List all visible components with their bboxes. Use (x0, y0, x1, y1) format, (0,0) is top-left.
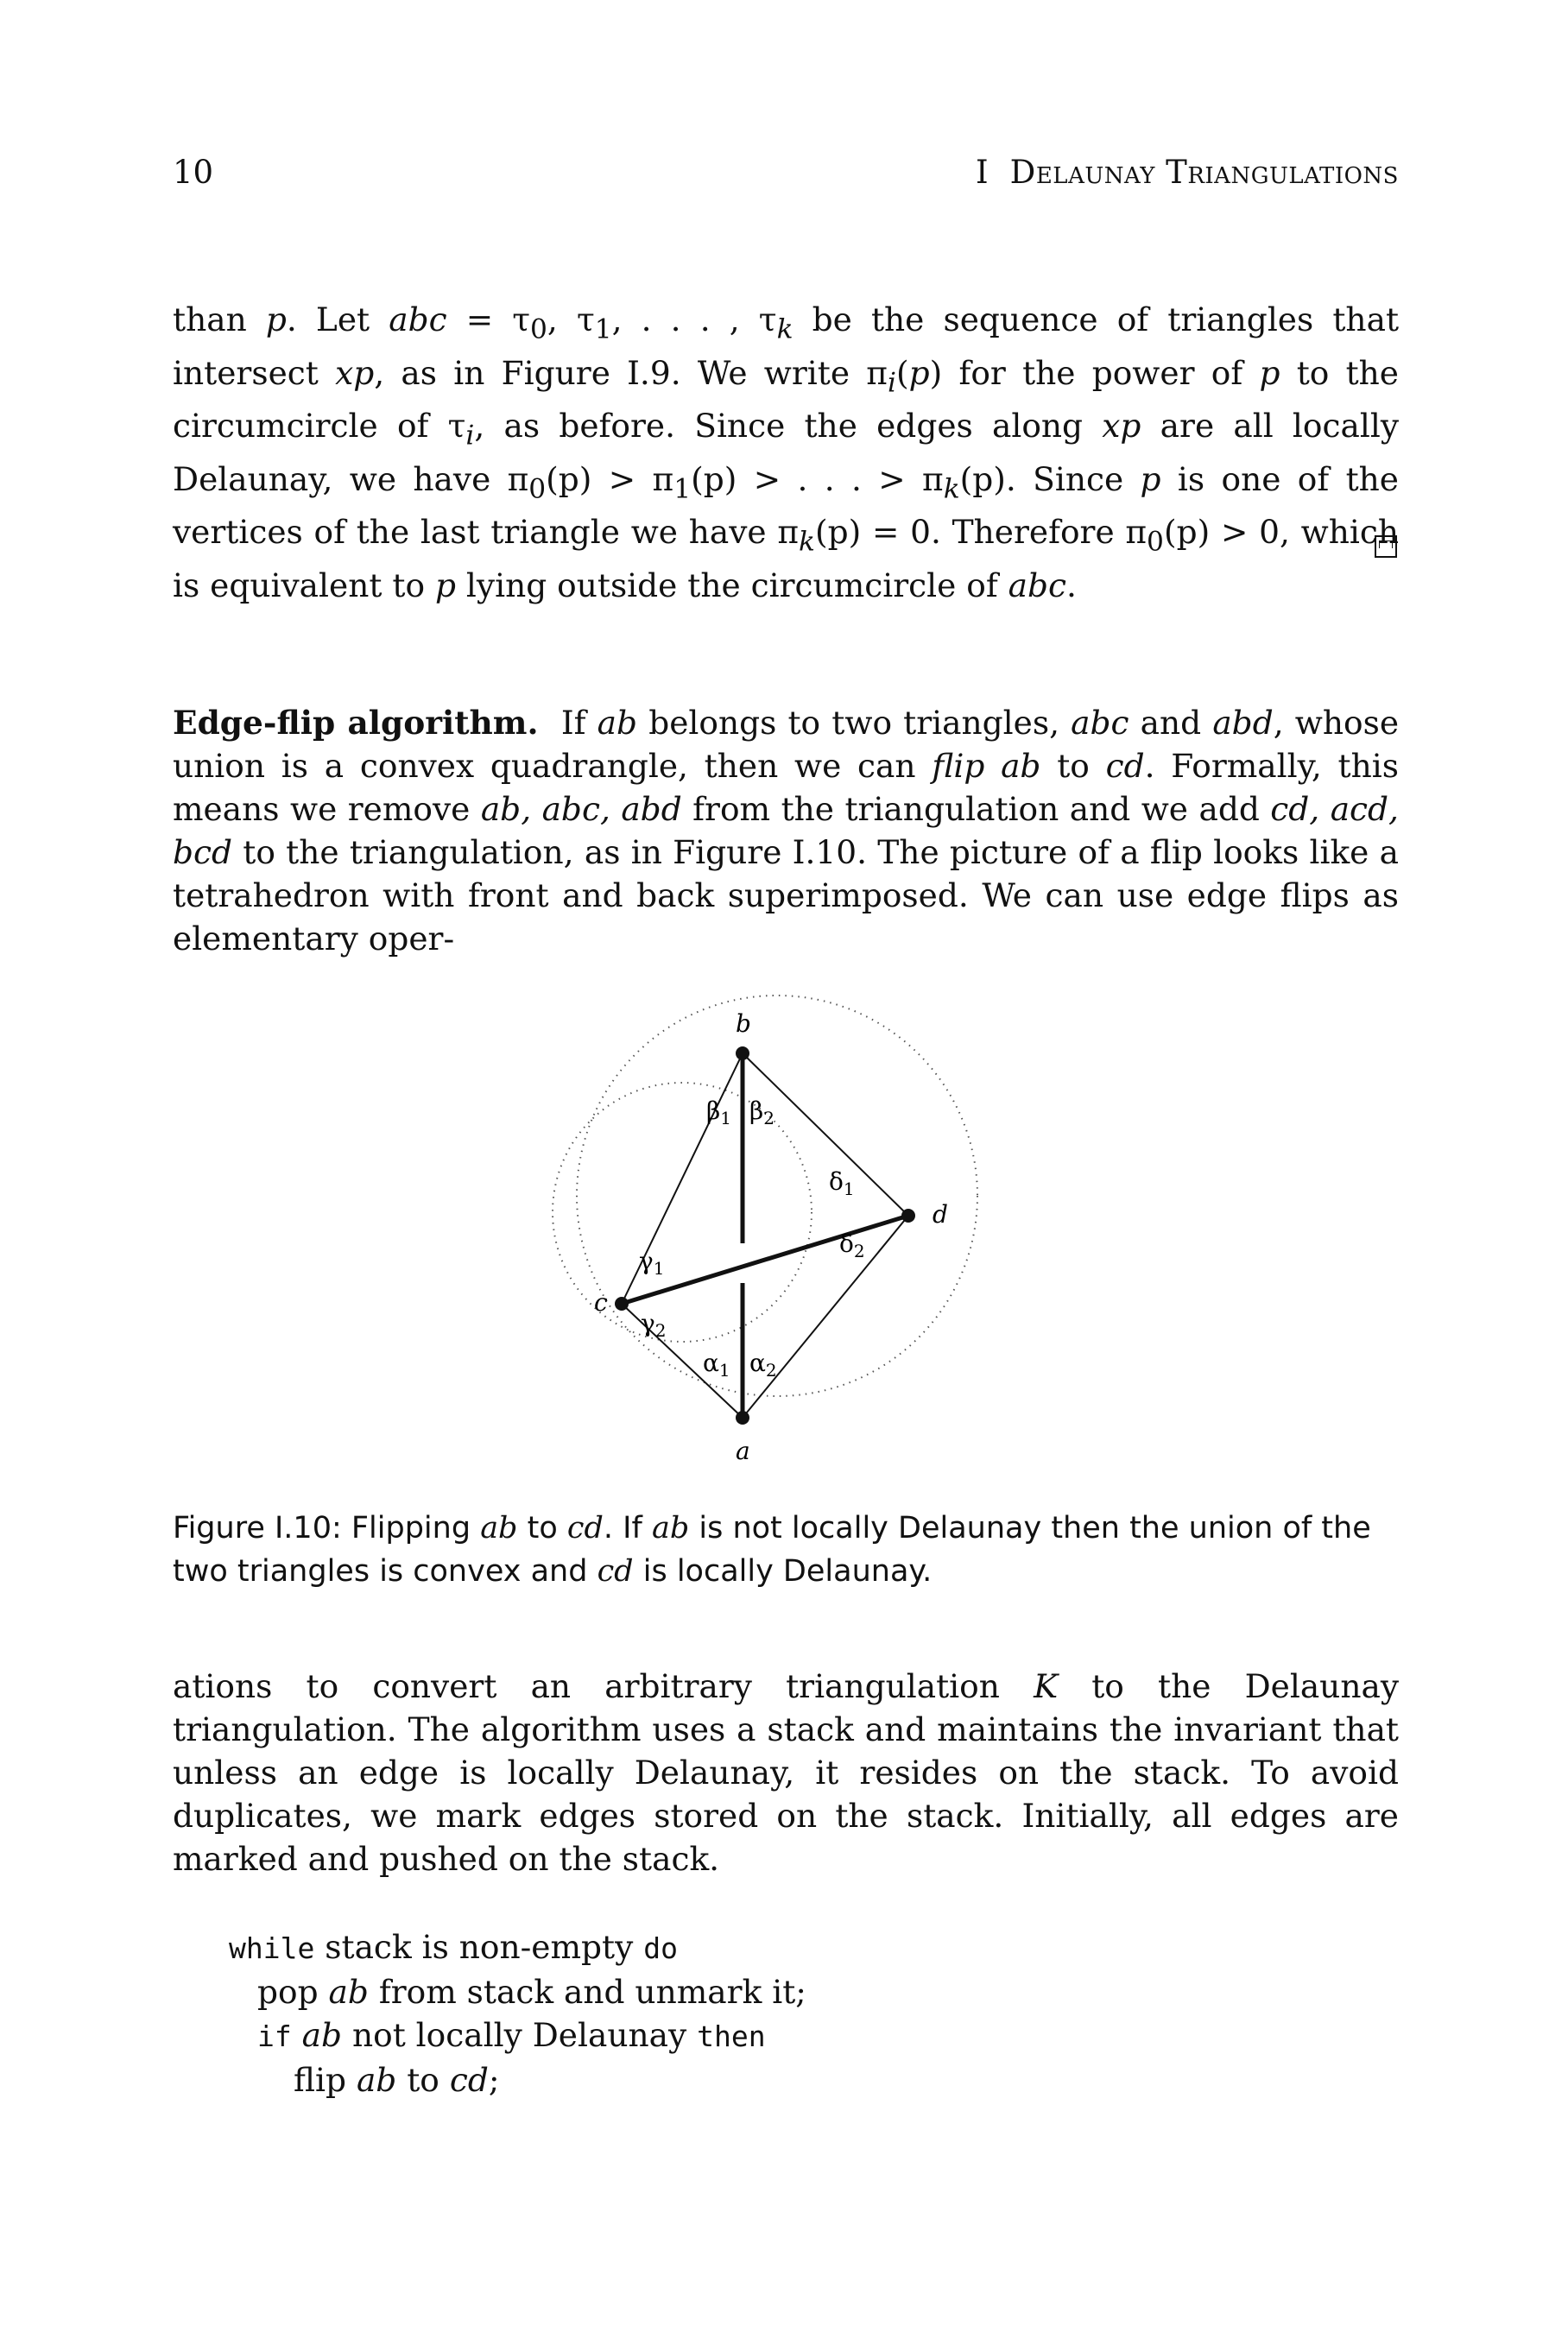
label-gamma2: $\gamma_2$ (641, 1309, 667, 1341)
chapter-title: Delaunay Triangulations (1009, 154, 1399, 191)
algorithm-line-2: pop ab from stack and unmark it; (257, 1973, 806, 2011)
label-delta1: $\delta_1$ (829, 1167, 855, 1199)
circumcircle-abd (577, 996, 977, 1396)
qed-symbol (1375, 535, 1397, 558)
label-a: a (736, 1437, 750, 1465)
algorithm-description: ations to convert an arbitrary triangulation K to the Delaunay triangulation. The algorithm uses a stack and maintains the invariant that unless an edge is locally Delaunay, it resides on the stack. To avoid duplicates, we mark edges stored on the stack. Initially, all edges are marked and pushed on the stack. (173, 1667, 1400, 1878)
label-b: b (736, 1009, 751, 1038)
label-beta1: $\beta_1$ (706, 1097, 731, 1128)
proof-paragraph: than p. Let abc = $\tau_0$, $\tau_1$, . . . , $\tau_k$ be the sequence of triangles that intersect xp, as in Figure I.9. We write $\pi_i(p)$ for the power of p to the circumcircle of $\tau_i$, as before. Since the edges along xp are all locally Delaunay, we have $\pi_0(p) > \pi_1(p)$ > . . . > $\pi_k(p)$. Since p is one of the vertices of the last triangle we have $\pi_k(p) = 0$. Therefore $\pi_0(p) > 0$, which is equivalent to p lying outside the circumcircle of abc. (173, 300, 1400, 604)
vertex-c (615, 1297, 629, 1311)
algorithm-line-1: while stack is non-empty do (229, 1928, 678, 1966)
edge-da (743, 1216, 908, 1418)
label-alpha1: $\alpha_1$ (703, 1349, 730, 1381)
edge-cd (622, 1216, 908, 1304)
vertex-b (736, 1046, 749, 1060)
chapter-roman: I (976, 154, 989, 191)
label-c: c (594, 1288, 608, 1317)
edge-flip-paragraph: Edge-flip algorithm. If ab belongs to two triangles, abc and abd, whose union is a convex quadrangle, then we can flip ab to cd. Formally, this means we remove ab, abc, abd from the triangulation and we add cd, acd, bcd to the triangulation, as in Figure I.10. The picture of a flip looks like a tetrahedron with front and back superimposed. We can use edge flips as elementary oper- (173, 704, 1400, 958)
figure-edge-flip (518, 984, 1053, 1476)
figure-caption: Figure I.10: Flipping ab to cd. If ab is not locally Delaunay then the union of the two triangles is convex and cd is locally Delaunay. (173, 1511, 1371, 1589)
vertex-a (736, 1411, 749, 1425)
algorithm-block (229, 1925, 806, 2102)
algorithm-line-4: flip ab to cd; (294, 2061, 500, 2099)
edge-bd (743, 1053, 908, 1216)
label-beta2: $\beta_2$ (749, 1097, 775, 1128)
edge-flip-diagram (518, 984, 1053, 1476)
page-number: 10 (173, 154, 214, 191)
paragraph-heading: Edge-flip algorithm. (173, 704, 539, 742)
label-d: d (933, 1200, 948, 1229)
label-gamma1: $\gamma_1$ (639, 1247, 665, 1279)
algorithm-line-3: if ab not locally Delaunay then (257, 2016, 766, 2054)
label-alpha2: $\alpha_2$ (749, 1349, 777, 1381)
running-header (976, 154, 1399, 191)
label-delta2: $\delta_2$ (839, 1229, 865, 1261)
vertex-d (901, 1209, 915, 1223)
